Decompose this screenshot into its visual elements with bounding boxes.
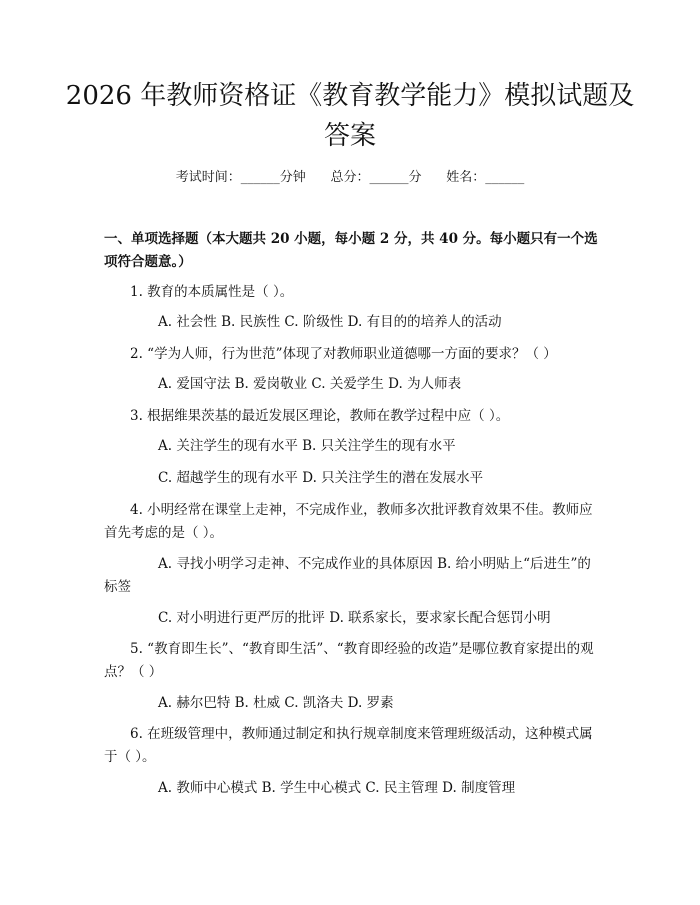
page-title: 2026 年教师资格证《教育教学能力》模拟试题及答案	[65, 81, 635, 151]
question-2-options: A. 爱国守法 B. 爱岗敬业 C. 关爱学生 D. 为人师表	[158, 376, 462, 392]
exam-info-line: 考试时间：______分钟 总分：______分 姓名：______	[175, 170, 525, 185]
question-6: 6. 在班级管理中，教师通过制定和执行规章制度来管理班级活动，这种模式属于（ ）。	[104, 726, 593, 765]
question-5-options: A. 赫尔巴特 B. 杜威 C. 凯洛夫 D. 罗素	[158, 695, 394, 711]
question-2: 2. “学为人师，行为世范”体现了对教师职业道德哪一方面的要求？（ ）	[130, 346, 557, 362]
question-4-options-a: A. 寻找小明学习走神、不完成作业的具体原因 B. 给小明贴上“后进生”的标签	[104, 556, 591, 595]
question-3-options-a: A. 关注学生的现有水平 B. 只关注学生的现有水平	[158, 438, 456, 454]
question-4-options-c: C. 对小明进行更严厉的批评 D. 联系家长，要求家长配合惩罚小明	[158, 610, 551, 626]
question-5: 5. “教育即生长”、“教育即生活”、“教育即经验的改造”是哪位教育家提出的观点？（ ）	[104, 641, 594, 680]
question-3-options-c: C. 超越学生的现有水平 D. 只关注学生的潜在发展水平	[158, 470, 484, 486]
question-4: 4. 小明经常在课堂上走神，不完成作业，教师多次批评教育效果不佳。教师应首先考虑的是（ ）。	[104, 502, 593, 541]
question-1-options: A. 社会性 B. 民族性 C. 阶级性 D. 有目的的培养人的活动	[158, 314, 502, 330]
question-6-options: A. 教师中心模式 B. 学生中心模式 C. 民主管理 D. 制度管理	[158, 780, 516, 796]
question-3: 3. 根据维果茨基的最近发展区理论，教师在教学过程中应（ ）。	[130, 408, 510, 424]
section-heading: 一、单项选择题（本大题共 20 小题，每小题 2 分，共 40 分。每小题只有一个选项符合题意。）	[104, 231, 598, 270]
question-1: 1. 教育的本质属性是（ ）。	[130, 284, 294, 300]
